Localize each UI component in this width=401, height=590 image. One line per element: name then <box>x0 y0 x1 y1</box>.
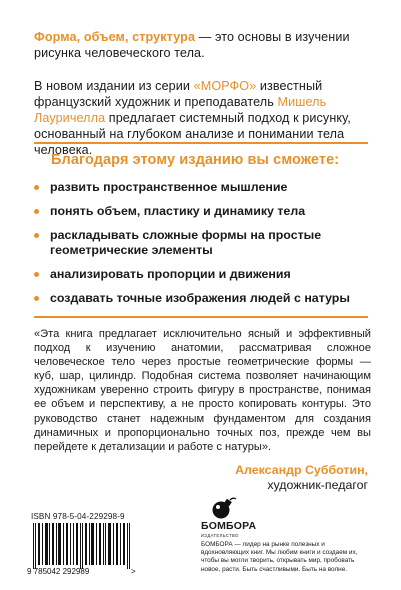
svg-text:>: > <box>131 567 136 575</box>
benefit-text: понять объем, пластику и динамику тела <box>50 204 306 218</box>
svg-text:9 785042 292989: 9 785042 292989 <box>27 567 90 575</box>
benefits-title: Благодаря этому изданию вы сможете: <box>51 152 340 168</box>
top-divider <box>34 142 368 144</box>
author-name: Мишель Лауричелла <box>34 95 327 125</box>
benefits-list <box>34 180 374 315</box>
quote-attribution <box>235 463 368 493</box>
bullet-icon <box>34 272 39 277</box>
publisher-description: БОМБОРА — лидер на рынке полезных и вдохновляющих книг. Мы любим книги и создаем их, чтобы вы могли творить, открывать мир, пробовать новое, расти. Быть счастливыми. Быть на волне. <box>201 541 358 573</box>
benefit-text: раскладывать сложные формы на простые геометрические элементы <box>50 228 322 257</box>
benefit-item <box>34 228 374 258</box>
quote-author-name: Александр Субботин, <box>235 463 368 477</box>
quote-author-role: художник-педагог <box>267 478 368 492</box>
benefit-text: создавать точные изображения людей с натуры <box>50 291 350 305</box>
benefit-text: анализировать пропорции и движения <box>50 267 291 281</box>
benefit-item <box>34 267 374 282</box>
publisher-logo <box>201 497 257 538</box>
benefit-item <box>34 180 374 195</box>
intro-text: — это основы в изучении рисунка человеческого тела. <box>34 30 350 60</box>
barcode <box>27 512 137 575</box>
publisher-name: БОМБОРА <box>201 520 257 532</box>
intro-highlight: Форма, объем, структура <box>34 30 196 44</box>
bullet-icon <box>34 233 39 238</box>
bomb-logo-icon <box>209 497 239 519</box>
series-name: «МОРФО» <box>193 79 257 93</box>
isbn-number: ISBN 978-5-04-229298-9 <box>31 512 125 521</box>
benefit-text: развить пространственное мышление <box>50 180 288 194</box>
bullet-icon <box>34 185 39 190</box>
benefit-item <box>34 204 374 219</box>
description-text-2: известный французский художник и преподаватель <box>34 79 323 109</box>
bullet-icon <box>34 296 39 301</box>
description-paragraph <box>34 78 376 158</box>
intro-paragraph <box>34 29 376 61</box>
review-quote: «Эта книга предлагает исключительно ясный и эффективный подход к изучению анатомии, рассматривая сложное человеческое тело через простые геометрические формы — куб, шар, цилиндр. Подобная система позволяет начинающим художникам уверенно строить фигуру в пространстве, понимая ее объем и перспективу, а не просто копировать контуры. Это руководство станет надежным фундаментом для создания динамичных и пропорционально точных поз, прежде чем вы перейдете к детализации и работе с натуры». <box>34 328 371 453</box>
description-text-1: В новом издании из серии <box>34 79 194 93</box>
barcode-icon <box>27 523 137 575</box>
benefit-item <box>34 291 374 306</box>
description-text-3: предлагает системный подход к рисунку, основанный на глубоком анализе и понимании тела человека. <box>34 111 351 157</box>
bullet-icon <box>34 209 39 214</box>
bottom-divider <box>34 316 368 318</box>
publisher-subtitle: ИЗДАТЕЛЬСТВО <box>201 533 239 538</box>
